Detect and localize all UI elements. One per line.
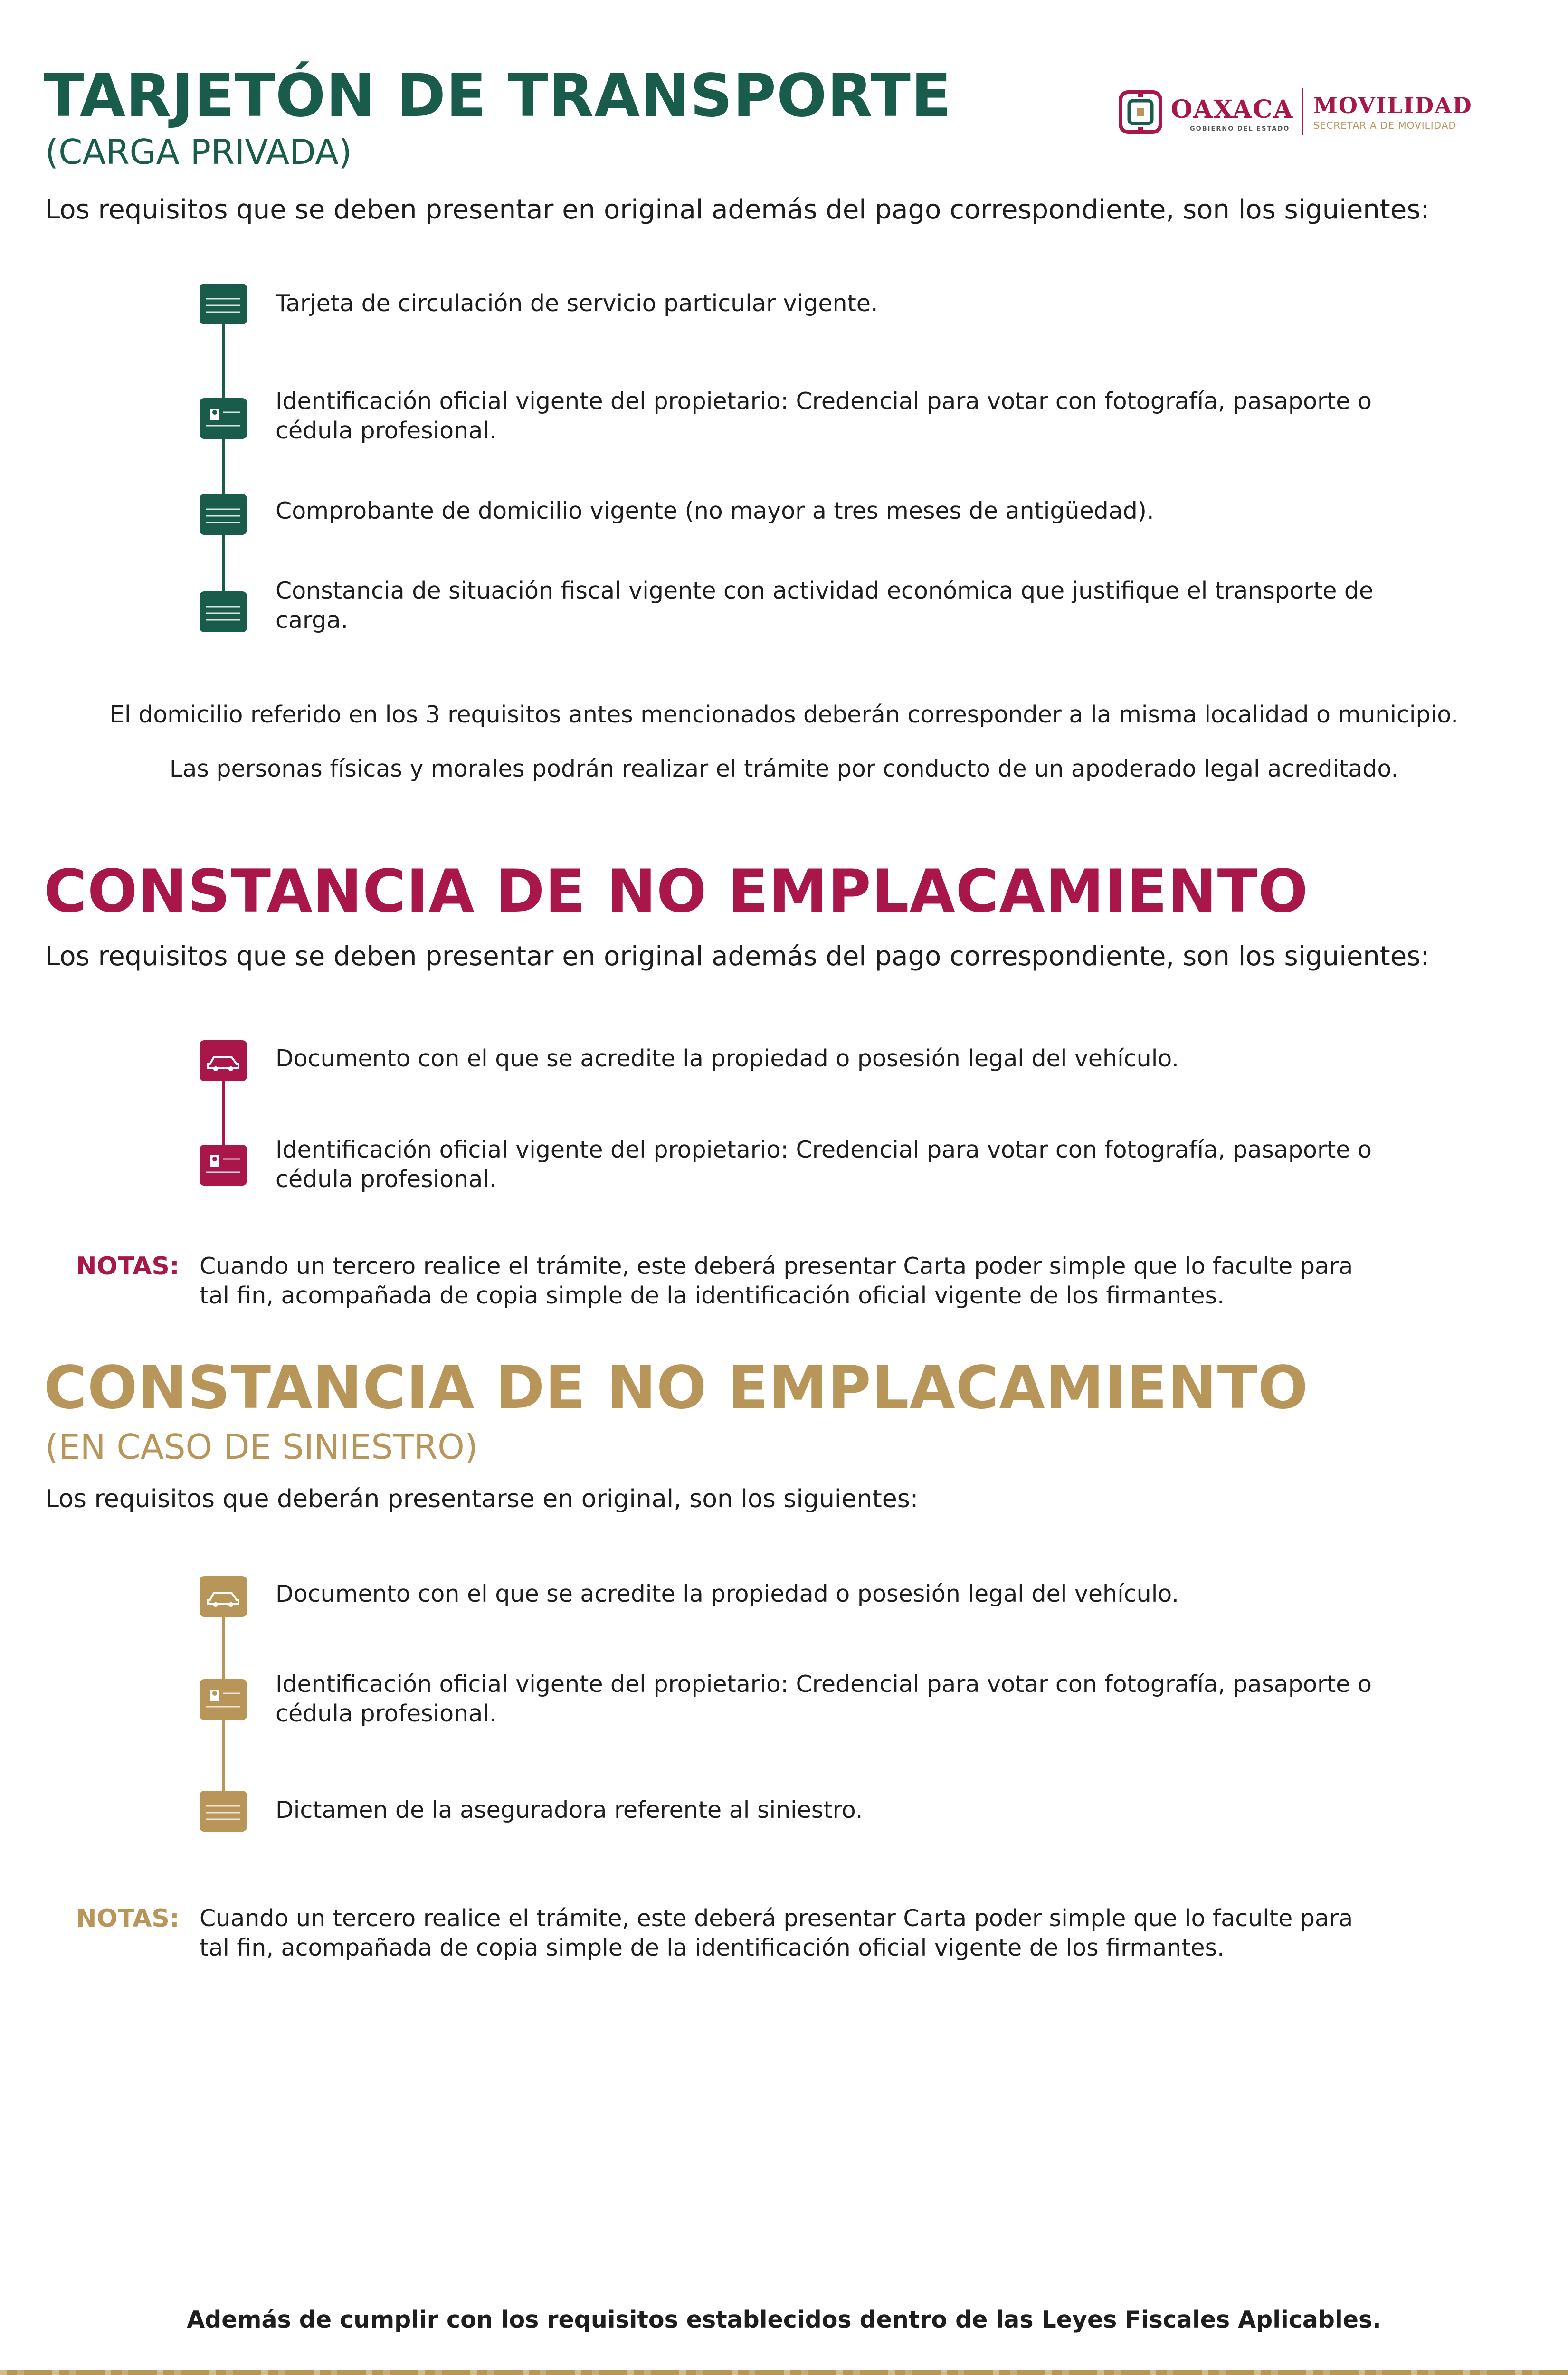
section1-item-2: Identificación oficial vigente del propietario: Credencial para votar con fotografía, pasaporte o cédula profesional. xyxy=(276,388,1372,444)
section2-item-1: Documento con el que se acredite la propiedad o posesión legal del vehículo. xyxy=(276,1045,1179,1072)
footer-text: Además de cumplir con los requisitos establecidos dentro de las Leyes Fiscales Aplicables. xyxy=(187,2306,1381,2333)
section3-title: CONSTANCIA DE NO EMPLACAMIENTO xyxy=(44,1354,1309,1422)
section2-item-2: Identificación oficial vigente del propietario: Credencial para votar con fotografía, pasaporte o cédula profesional. xyxy=(276,1136,1372,1193)
id-icon xyxy=(200,398,247,439)
oaxaca-emblem-icon xyxy=(1119,90,1162,134)
section1-timeline-line xyxy=(222,314,225,608)
section1-item-4: Constancia de situación fiscal vigente con actividad económica que justifique el transporte de carga. xyxy=(276,577,1374,634)
footer-pattern-strip xyxy=(0,2370,1568,2375)
card-icon xyxy=(200,284,247,324)
section3-subtitle: (EN CASO DE SINIESTRO) xyxy=(45,1427,478,1467)
section1-title: TARJETÓN DE TRANSPORTE xyxy=(44,62,952,130)
section3-notes-text: Cuando un tercero realice el trámite, este deberá presentar Carta poder simple que lo faculte para tal fin, acompañada de copia simple de la identificación oficial vigente de los firmantes. xyxy=(200,1905,1353,1961)
section3-notes-label: NOTAS: xyxy=(76,1904,180,1933)
section3-intro: Los requisitos que deberán presentarse en original, son los siguientes: xyxy=(45,1485,919,1513)
section2-intro: Los requisitos que se deben presentar en original además del pago correspondiente, son los siguientes: xyxy=(45,941,1430,972)
section2-notes-label: NOTAS: xyxy=(76,1252,180,1281)
card-icon xyxy=(200,591,247,632)
section1-intro: Los requisitos que se deben presentar en original además del pago correspondiente, son los siguientes: xyxy=(45,194,1430,225)
section1-note-1: El domicilio referido en los 3 requisitos antes mencionados deberán corresponder a la misma localidad o municipio. xyxy=(110,701,1458,728)
section3-item-2: Identificación oficial vigente del propietario: Credencial para votar con fotografía, pasaporte o cédula profesional. xyxy=(276,1671,1372,1727)
section1-note-2: Las personas físicas y morales podrán realizar el trámite por conducto de un apoderado legal acreditado. xyxy=(169,755,1399,782)
id-icon xyxy=(200,1145,247,1186)
section2-title: CONSTANCIA DE NO EMPLACAMIENTO xyxy=(44,857,1309,926)
section1-item-1: Tarjeta de circulación de servicio particular vigente. xyxy=(276,290,878,317)
section3-item-3: Dictamen de la aseguradora referente al siniestro. xyxy=(276,1796,863,1824)
logo-dept-name: MOVILIDAD xyxy=(1313,93,1473,118)
header-logo xyxy=(1119,86,1489,142)
car-icon xyxy=(200,1576,247,1617)
logo-state-subtitle: GOBIERNO DEL ESTADO xyxy=(1190,125,1290,133)
logo-dept-subtitle: SECRETARÍA DE MOVILIDAD xyxy=(1313,120,1456,131)
card-icon xyxy=(200,494,247,535)
logo-state-name: OAXACA xyxy=(1171,95,1294,124)
car-icon xyxy=(200,1040,247,1081)
id-icon xyxy=(200,1679,247,1720)
section1-subtitle: (CARGA PRIVADA) xyxy=(45,132,352,172)
section3-item-1: Documento con el que se acredite la propiedad o posesión legal del vehículo. xyxy=(276,1580,1179,1607)
card-icon xyxy=(200,1791,247,1832)
section2-notes-text: Cuando un tercero realice el trámite, este deberá presentar Carta poder simple que lo faculte para tal fin, acompañada de copia simple de la identificación oficial vigente de los firmantes. xyxy=(200,1253,1353,1309)
section1-item-3: Comprobante de domicilio vigente (no mayor a tres meses de antigüedad). xyxy=(276,497,1154,524)
logo-divider xyxy=(1302,88,1303,135)
